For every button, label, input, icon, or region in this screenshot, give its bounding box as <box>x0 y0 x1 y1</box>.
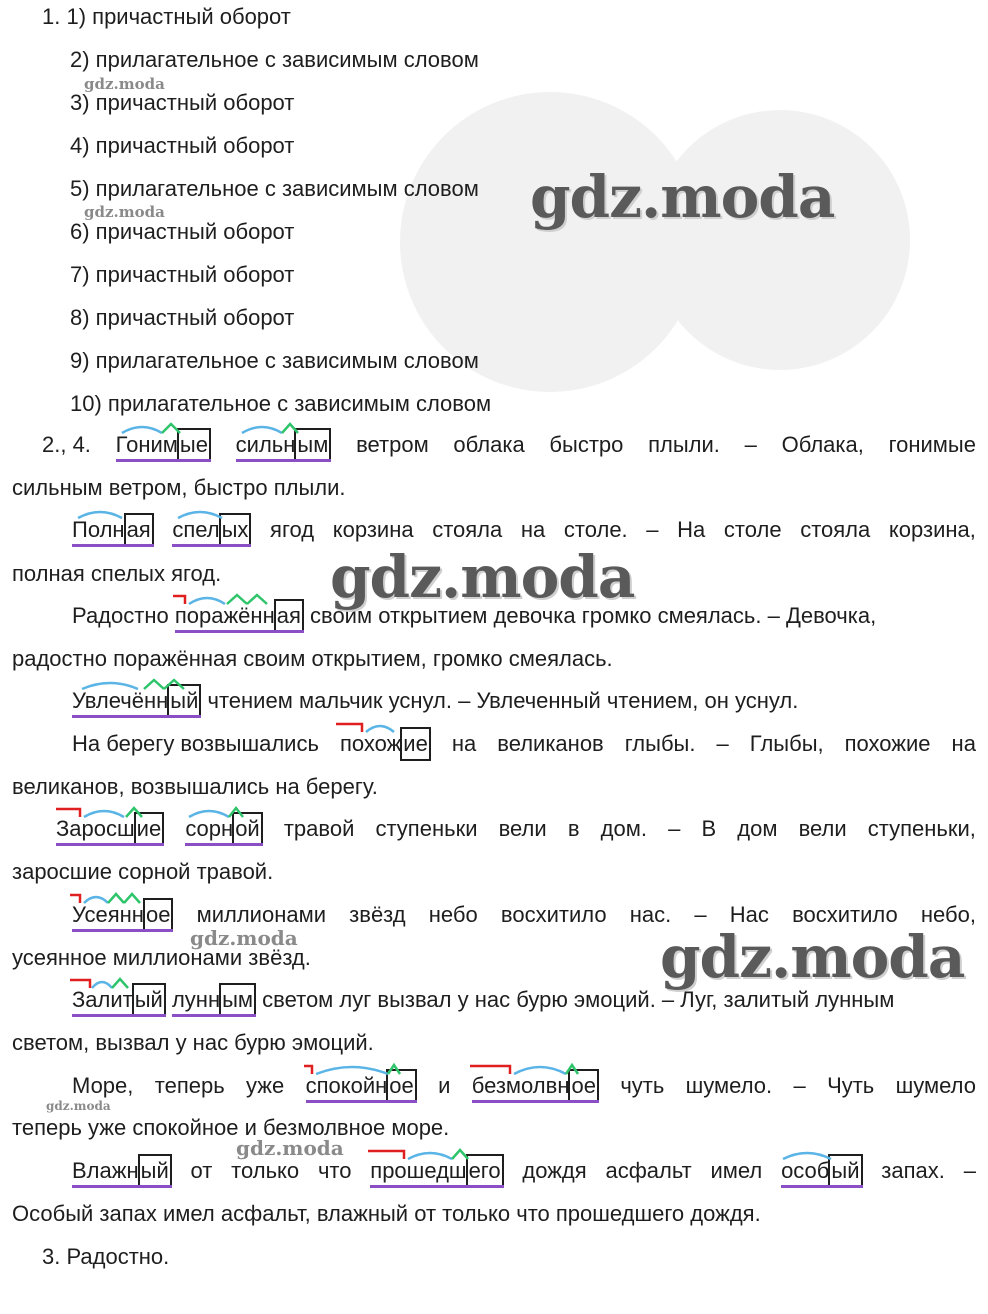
underline <box>175 630 304 633</box>
marked-word: поражённая <box>175 605 304 627</box>
sentence-line: теперь уже спокойное и безмолвное море. <box>12 1115 450 1140</box>
task1-item: 8) причастный оборот <box>70 305 295 330</box>
marked-word: Залитый <box>72 989 166 1011</box>
morpheme-marks <box>70 976 150 989</box>
ending-box: ая <box>124 513 154 547</box>
marked-word: Полная <box>72 519 154 541</box>
ending-box: ое <box>143 898 173 932</box>
ending-box: ых <box>219 513 252 547</box>
sentence-line: великанов, возвышались на берегу. <box>12 774 378 799</box>
task1-item: 5) прилагательное с зависимым словом <box>70 176 479 201</box>
marked-word: похожие <box>340 733 431 755</box>
underline <box>72 929 173 932</box>
marked-word: прошедшего <box>370 1160 503 1182</box>
morpheme-marks <box>470 1062 600 1075</box>
morpheme-marks <box>187 805 257 818</box>
watermark: gdz.moda <box>46 1099 111 1113</box>
sentence-line: светом, вызвал у нас бурю эмоций. <box>12 1030 374 1055</box>
ending-box: ие <box>400 727 431 761</box>
marked-word: Усеянное <box>72 904 173 926</box>
underline <box>781 1185 862 1188</box>
underline <box>172 1014 256 1017</box>
sentence-line: сильным ветром, быстро плыли. <box>12 475 346 500</box>
underline <box>370 1185 503 1188</box>
ending-box: ие <box>134 812 165 846</box>
sentence-line: Увлечённый чтением мальчик уснул. – Увлеченный чтением, он уснул. <box>72 690 798 712</box>
underline <box>72 715 201 718</box>
underline <box>472 1100 599 1103</box>
sentence-line: Усеянное миллионами звёзд небо восхитило нас. – Нас восхитило небо, <box>72 904 976 926</box>
marked-word: Заросшие <box>56 818 164 840</box>
ending-box: его <box>466 1154 504 1188</box>
task3-answer: 3. Радостно. <box>42 1244 170 1269</box>
watermark: gdz.moda <box>330 543 635 611</box>
marked-word: лунным <box>172 989 256 1011</box>
ending-box: ая <box>274 599 304 633</box>
sentence-line: полная спелых ягод. <box>12 561 222 586</box>
underline <box>72 1185 172 1188</box>
task1-item: 7) причастный оборот <box>70 262 295 287</box>
watermark: gdz.moda <box>190 926 298 950</box>
morpheme-marks <box>781 1147 841 1160</box>
morpheme-marks <box>238 421 308 434</box>
sentence-line: Влажный от только что прошедшего дождя асфальт имел особый запах. – <box>72 1160 976 1182</box>
ending-box: ые <box>177 428 211 462</box>
morpheme-marks <box>74 677 194 690</box>
underline <box>172 544 251 547</box>
underline <box>236 459 332 462</box>
underline <box>116 459 211 462</box>
watermark: gdz.moda <box>660 923 965 991</box>
marked-word: сильным <box>236 434 332 456</box>
ending-box: ым <box>219 983 256 1017</box>
sentence-line: Особый запах имел асфальт, влажный от только что прошедшего дождя. <box>12 1201 761 1226</box>
task-number: 2., 4. <box>42 432 91 457</box>
sentence-line: радостно поражённая своим открытием, громко смеялась. <box>12 646 613 671</box>
task1-item: 4) причастный оборот <box>70 133 295 158</box>
ending-box: ое <box>386 1069 416 1103</box>
sentence-line: усеянное миллионами звёзд. <box>12 945 311 970</box>
sentence-line: На берегу возвышались похожие на великанов глыбы. – Глыбы, похожие на <box>72 733 976 755</box>
background-watermark-circle <box>650 110 910 370</box>
task1-item: 10) прилагательное с зависимым словом <box>70 391 492 416</box>
sentence-line: Море, теперь уже спокойное и безмолвное чуть шумело. – Чуть шумело <box>72 1075 976 1097</box>
task1-item: 9) прилагательное с зависимым словом <box>70 348 479 373</box>
sentence-line: Заросшие сорной травой ступеньки вели в дом. – В дом вели ступеньки, <box>56 818 976 840</box>
marked-word: Увлечённый <box>72 690 201 712</box>
morpheme-marks <box>336 720 416 733</box>
sentence-line: 2., 4. Гонимые сильным ветром облака быстро плыли. – Облака, гонимые <box>42 434 976 456</box>
marked-word: Гонимые <box>116 434 211 456</box>
marked-word: безмолвное <box>472 1075 599 1097</box>
ending-box: ой <box>232 812 263 846</box>
task1-item: 6) причастный оборот <box>70 219 295 244</box>
marked-word: спокойное <box>306 1075 417 1097</box>
morpheme-marks <box>304 1062 414 1075</box>
marked-word: спелых <box>172 519 251 541</box>
underline <box>185 843 262 846</box>
watermark: gdz.moda <box>236 1136 344 1160</box>
morpheme-marks <box>118 421 188 434</box>
ending-box: ый <box>132 983 166 1017</box>
ending-box: ый <box>167 684 201 718</box>
task1-item: 1. 1) причастный оборот <box>42 4 291 29</box>
ending-box: ый <box>828 1154 862 1188</box>
morpheme-marks <box>56 805 156 818</box>
watermark: gdz.moda <box>84 75 165 93</box>
marked-word: Влажный <box>72 1160 172 1182</box>
sentence-line: заросшие сорной травой. <box>12 859 274 884</box>
morpheme-marks <box>74 506 134 519</box>
task1-item: 3) причастный оборот <box>70 90 295 115</box>
morpheme-marks <box>70 891 170 904</box>
sentence-line: Залитый лунным светом луг вызвал у нас бурю эмоций. – Луг, залитый лунным <box>72 989 894 1011</box>
ending-box: ым <box>294 428 331 462</box>
underline <box>56 843 164 846</box>
marked-word: сорной <box>185 818 262 840</box>
marked-word: особый <box>781 1160 862 1182</box>
ending-box: ый <box>138 1154 172 1188</box>
task1-item: 2) прилагательное с зависимым словом <box>70 47 479 72</box>
underline <box>72 544 154 547</box>
morpheme-marks <box>173 592 283 605</box>
watermark: gdz.moda <box>530 163 835 231</box>
morpheme-marks <box>174 506 234 519</box>
ending-box: ое <box>568 1069 598 1103</box>
morpheme-marks <box>368 1147 488 1160</box>
sentence-line: Радостно поражённая своим открытием девочка громко смеялась. – Девочка, <box>72 605 876 627</box>
underline <box>306 1100 417 1103</box>
underline <box>72 1014 166 1017</box>
watermark: gdz.moda <box>84 203 165 221</box>
sentence-line: Полная спелых ягод корзина стояла на столе. – На столе стояла корзина, <box>72 519 976 541</box>
